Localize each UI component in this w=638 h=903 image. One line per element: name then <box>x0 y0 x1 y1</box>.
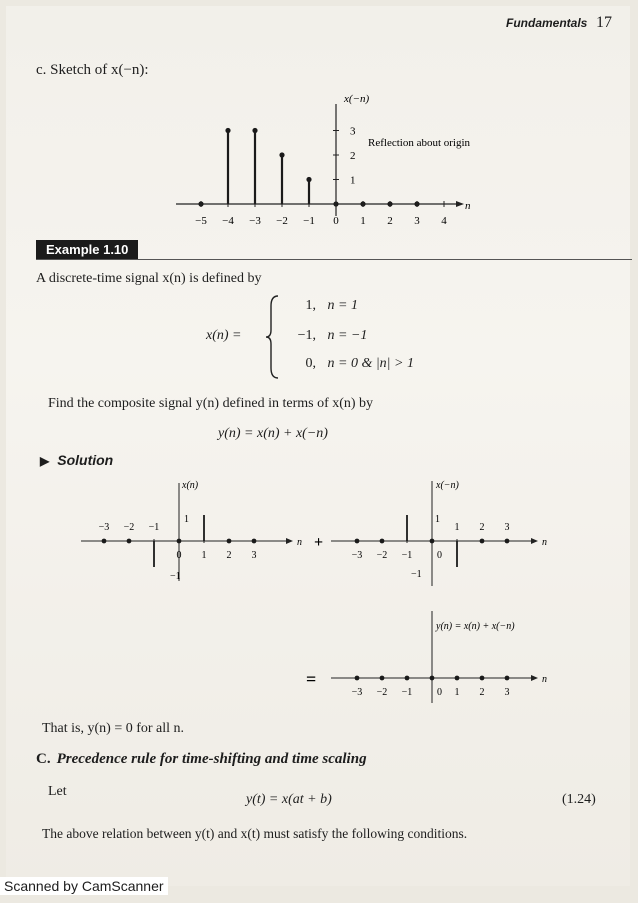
example-label: Example 1.10 <box>36 240 138 260</box>
small-tick-label: −1 <box>401 550 413 561</box>
top-plot-x-arrow <box>456 201 464 207</box>
plot-yn-xlabel: n <box>542 674 547 685</box>
section-c-closing: The above relation between y(t) and x(t) must satisfy the following conditions. <box>42 826 468 841</box>
small-value-label: 1 <box>184 514 189 525</box>
solution-marker-icon: ▶ <box>40 454 50 468</box>
plot-yn-ylabel: y(n) = x(n) + x(−n) <box>436 621 515 632</box>
small-stem-point <box>505 539 510 544</box>
small-stem-point <box>380 676 385 681</box>
solution-plots <box>6 471 630 711</box>
small-tick-label: −2 <box>376 550 388 561</box>
plot-xmn-ylabel: x(−n) <box>436 480 459 491</box>
top-stem-point <box>279 152 284 157</box>
reflection-stem-plot <box>6 6 630 236</box>
small-stem-point <box>430 676 435 681</box>
small-stem-point <box>380 539 385 544</box>
top-y-tick-label: 3 <box>350 125 356 138</box>
small-stem-point <box>455 676 460 681</box>
top-stem-point <box>306 177 311 182</box>
small-tick-label: −2 <box>376 687 388 698</box>
small-tick-label: 2 <box>479 522 485 533</box>
top-y-tick-label: 1 <box>350 174 356 187</box>
small-tick-label: 3 <box>251 550 257 561</box>
top-x-tick-label: 4 <box>441 215 447 227</box>
plot-yn <box>331 611 547 703</box>
top-x-tick-label: 0 <box>333 215 339 227</box>
top-x-tick-label: 3 <box>414 215 420 227</box>
small-stem-point <box>355 539 360 544</box>
top-x-tick-label: −4 <box>222 215 234 227</box>
example-banner <box>36 240 632 260</box>
example-statement: A discrete-time signal x(n) is defined by <box>36 271 262 286</box>
small-stem-point <box>430 539 435 544</box>
small-tick-label: −1 <box>401 687 413 698</box>
small-tick-label: 0 <box>176 550 182 561</box>
top-stem-point <box>225 128 230 133</box>
small-tick-label: 1 <box>454 522 460 533</box>
case-row-2: −1, n = −1 <box>297 328 368 343</box>
small-stem-point <box>177 539 182 544</box>
top-plot-annotation: Reflection about origin <box>368 137 471 149</box>
small-tick-label: −1 <box>148 522 160 533</box>
equals-sign: = <box>306 669 317 689</box>
small-stem-point <box>252 539 257 544</box>
left-brace <box>264 294 282 380</box>
solution-heading: ▶ Solution <box>40 452 114 468</box>
small-value-label: −1 <box>170 571 181 582</box>
top-x-tick-label: 1 <box>360 215 366 227</box>
scanner-watermark: Scanned by CamScanner <box>0 877 168 895</box>
piecewise-definition <box>206 294 446 380</box>
small-stem-point <box>227 539 232 544</box>
top-x-tick-label: −5 <box>195 215 207 227</box>
small-tick-label: 2 <box>479 687 485 698</box>
plot-x-minus-n <box>331 480 547 586</box>
plot-xn <box>81 480 302 582</box>
section-c-heading: C. Precedence rule for time-shifting and time scaling <box>36 751 367 767</box>
small-tick-label: 0 <box>437 687 442 698</box>
plot-xn-ylabel: x(n) <box>182 480 199 491</box>
example-task: Find the composite signal y(n) defined in terms of x(n) by <box>48 396 374 411</box>
solution-conclusion: That is, y(n) = 0 for all n. <box>42 721 185 736</box>
top-x-tick-label: −1 <box>303 215 315 227</box>
definition-lhs: x(n) = <box>206 328 242 343</box>
small-stem-point <box>480 539 485 544</box>
small-tick-label: 1 <box>454 687 460 698</box>
plot-xmn-xlabel: n <box>542 537 547 548</box>
top-x-tick-label: 2 <box>387 215 393 227</box>
sketch-caption: c. Sketch of x(−n): <box>36 62 149 78</box>
plus-sign: + <box>314 534 324 551</box>
small-value-label: −1 <box>411 569 422 580</box>
small-stem-point <box>405 676 410 681</box>
section-c-equation: y(t) = x(at + b) <box>246 792 332 807</box>
small-tick-label: −3 <box>98 522 110 533</box>
small-tick-label: 3 <box>504 522 510 533</box>
small-stem-point <box>480 676 485 681</box>
small-tick-label: −3 <box>351 687 363 698</box>
small-tick-label: 1 <box>201 550 207 561</box>
small-value-label: 1 <box>435 514 440 525</box>
top-y-tick-label: 2 <box>350 150 356 162</box>
top-plot-ylabel: x(−n) <box>344 93 370 105</box>
top-x-tick-label: −2 <box>276 215 288 227</box>
plot-xn-xlabel: n <box>297 537 302 548</box>
small-stem-point <box>102 539 107 544</box>
top-stem-point <box>252 128 257 133</box>
textbook-page <box>6 6 630 886</box>
small-tick-label: −2 <box>123 522 135 533</box>
example-rule <box>36 259 632 260</box>
case-row-3: 0, n = 0 & |n| > 1 <box>305 356 414 371</box>
small-tick-label: −3 <box>351 550 363 561</box>
equation-number: (1.24) <box>562 792 596 807</box>
section-c-let: Let <box>48 784 67 799</box>
running-header: Fundamentals <box>506 16 588 30</box>
small-stem-point <box>505 676 510 681</box>
top-x-tick-label: −3 <box>249 215 261 227</box>
top-plot-xlabel: n <box>465 200 471 212</box>
small-stem-point <box>355 676 360 681</box>
page-number: 17 <box>596 14 612 31</box>
small-tick-label: 2 <box>226 550 232 561</box>
small-tick-label: 3 <box>504 687 510 698</box>
small-stem-point <box>127 539 132 544</box>
composite-equation: y(n) = x(n) + x(−n) <box>218 426 328 441</box>
small-tick-label: 0 <box>437 550 442 561</box>
case-row-1: 1, n = 1 <box>305 298 358 313</box>
